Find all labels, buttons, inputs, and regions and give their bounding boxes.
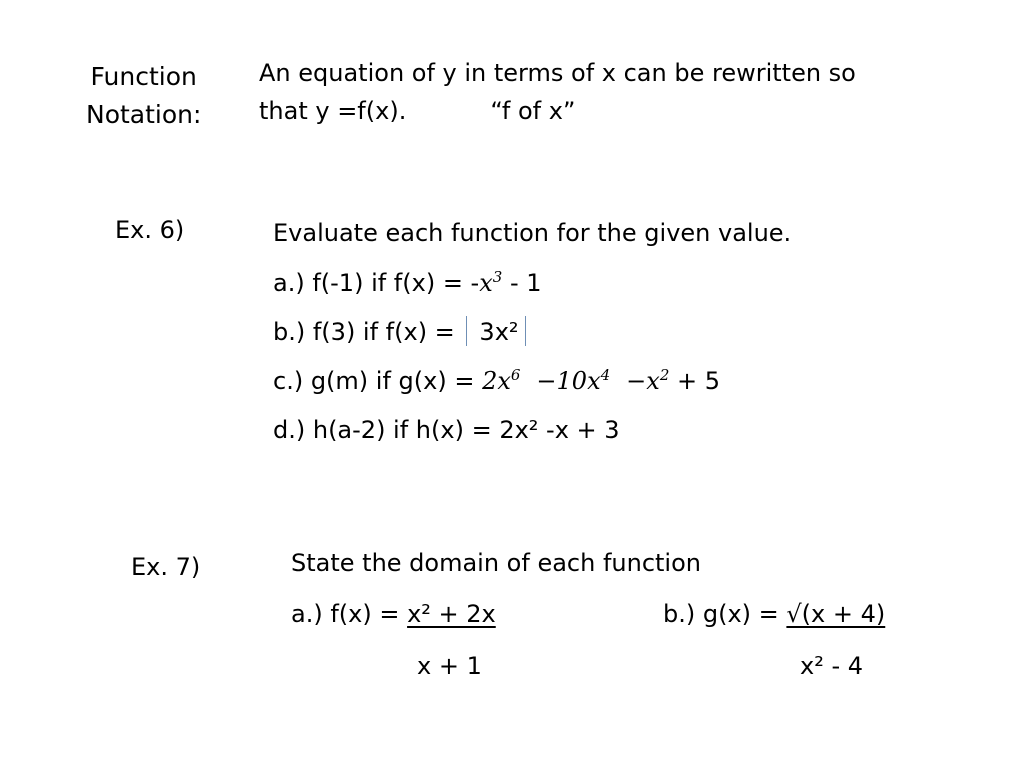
absolute-value-bar-left: [466, 316, 467, 346]
ex6-part-d: d.) h(a-2) if h(x) = 2x² -x + 3: [273, 416, 620, 444]
ex6-intro: Evaluate each function for the given value.: [273, 219, 792, 247]
label-line-1: Function: [90, 62, 197, 91]
definition-line-1: An equation of y in terms of x can be rewritten so: [259, 59, 856, 87]
ex6-part-b: b.) f(3) if f(x) = 3x²: [273, 316, 526, 347]
definition-reading: “f of x”: [490, 97, 576, 125]
ex6-part-c: c.) g(m) if $g(x) = 2x^6 -10x^4 -x^2 + 5$: [273, 366, 720, 395]
function-notation-label: [86, 58, 201, 134]
ex7-b-numerator: √(x + 4): [786, 600, 886, 628]
ex7-b-denominator: x² - 4: [800, 652, 864, 680]
label-line-2: Notation:: [86, 100, 202, 129]
ex7-a-numerator: x² + 2x: [407, 600, 496, 628]
definition-equation: that y =f(x).: [259, 97, 407, 125]
function-notation-definition: [259, 54, 856, 130]
example-7-label: Ex. 7): [131, 553, 201, 581]
example-6-label: Ex. 6): [115, 216, 185, 244]
definition-line-2: [259, 92, 856, 130]
ex7-part-b: b.) g(x) = √(x + 4): [663, 600, 886, 628]
ex6-part-a: a.) f(-1) if $f(x) = -x^3 - 1$: [273, 268, 542, 297]
ex7-part-a: a.) f(x) = x² + 2x: [291, 600, 496, 628]
ex7-intro: State the domain of each function: [291, 549, 701, 577]
absolute-value-bar-right: [525, 316, 526, 346]
ex7-a-denominator: x + 1: [417, 652, 482, 680]
